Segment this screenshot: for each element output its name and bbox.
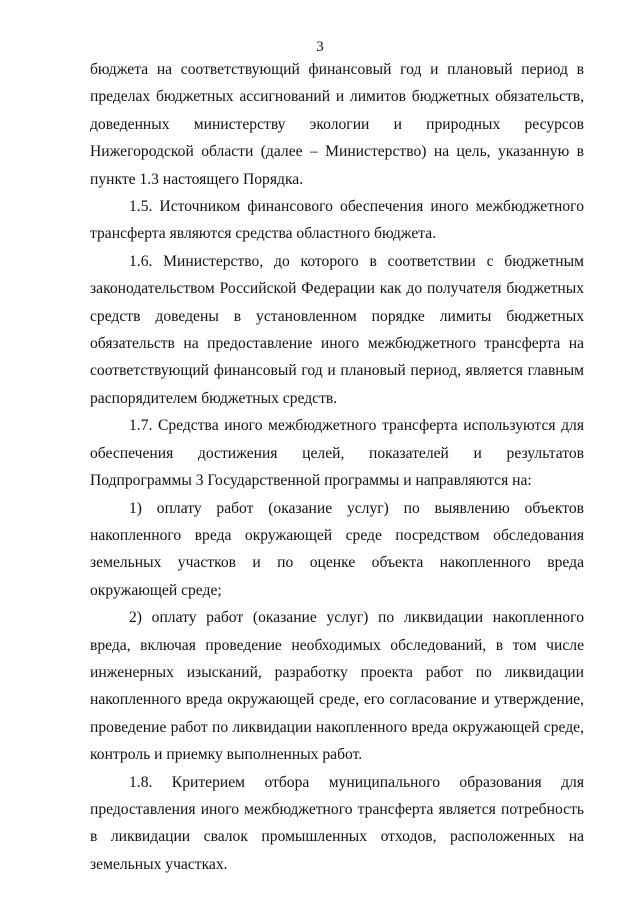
document-body bbox=[90, 56, 584, 878]
paragraph-1-5: 1.5. Источником финансового обеспечения иного межбюджетного трансферта являются средства областного бюджета. bbox=[90, 198, 584, 243]
paragraph-1-7: 1.7. Средства иного межбюджетного трансферта используются для обеспечения достижения целей, показателей и результатов Подпрограммы 3 Государственной программы и направляются на: bbox=[90, 417, 584, 490]
list-item-2: 2) оплату работ (оказание услуг) по ликвидации накопленного вреда, включая проведение необходимых обследований, в том числе инженерных изысканий, разработку проекта работ по ликвидации накопленного вреда окружающей среде, его согласование и утверждение, проведение работ по ликвидации накопленного вреда окружающей среде, контроль и приемку выполненных работ. bbox=[90, 609, 584, 764]
page-number: 3 bbox=[316, 39, 324, 55]
list-item-1: 1) оплату работ (оказание услуг) по выявлению объектов накопленного вреда окружающей среде посредством обследования земельных участков и по оценке объекта накопленного вреда окружающей среде; bbox=[90, 499, 584, 599]
paragraph-1-6: 1.6. Министерство, до которого в соответствии с бюджетным законодательством Российской Федерации как до получателя бюджетных средств доведены в установленном порядке лимиты бюджетных обязательств на предоставление иного межбюджетного трансферта на соответствующий финансовый год и плановый период, является главным распорядителем бюджетных средств. bbox=[90, 252, 584, 407]
paragraph-continuation: бюджета на соответствующий финансовый год и плановый период в пределах бюджетных ассигнований и лимитов бюджетных обязательств, доведенных министерству экологии и природных ресурсов Нижегородской области (далее – Министерство) на цель, указанную в пункте 1.3 настоящего Порядка. bbox=[90, 61, 584, 188]
paragraph-1-8: 1.8. Критерием отбора муниципального образования для предоставления иного межбюджетного трансферта является потребность в ликвидации свалок промышленных отходов, расположенных на земельных участках. bbox=[90, 773, 584, 873]
